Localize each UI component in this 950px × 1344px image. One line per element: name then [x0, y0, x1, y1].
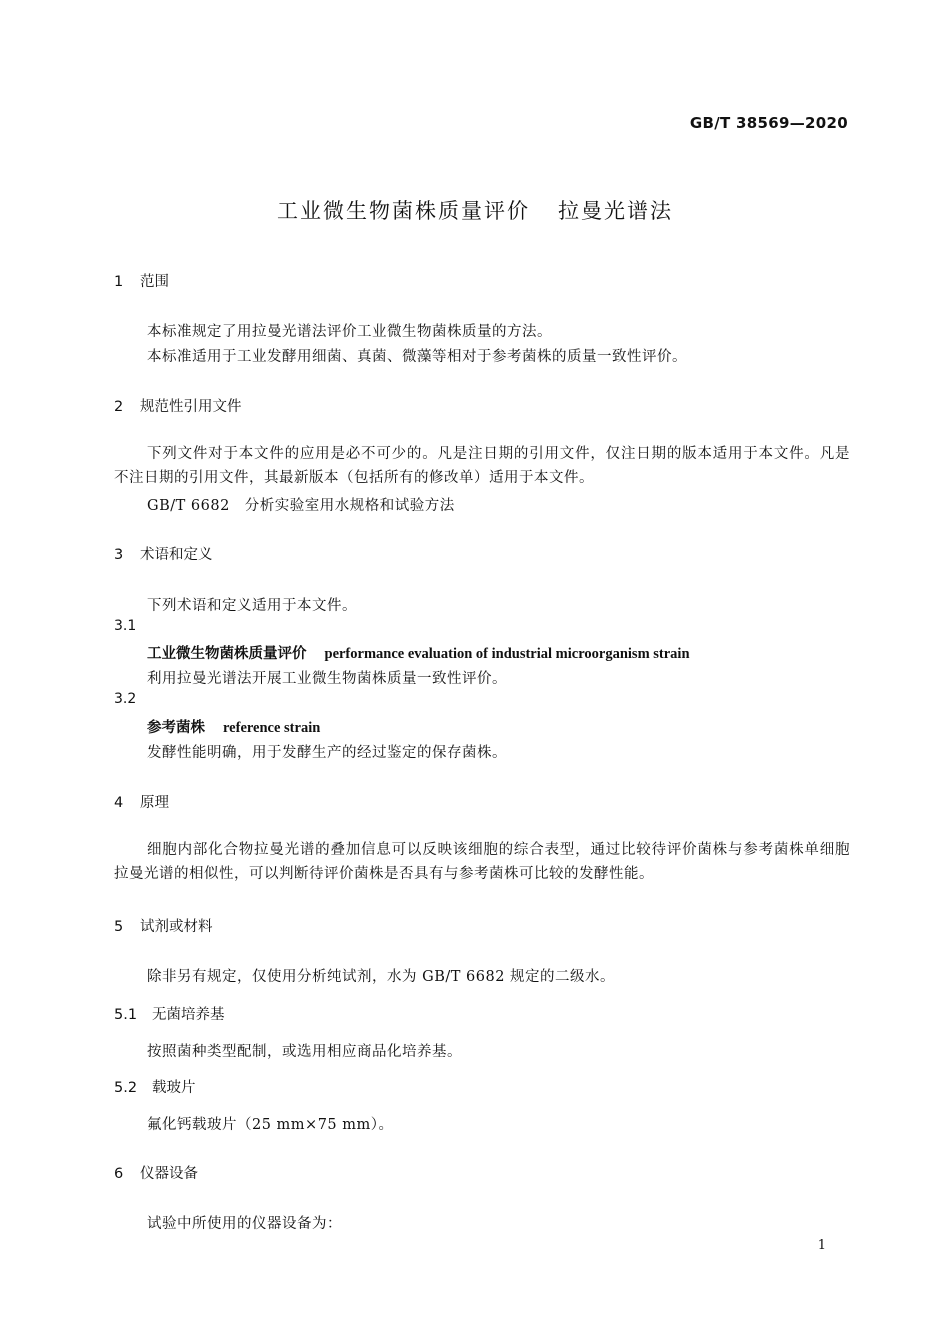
subsection-number: 5.2	[114, 1080, 138, 1096]
term-3-1-definition: 利用拉曼光谱法开展工业微生物菌株质量一致性评价。	[147, 671, 507, 687]
section-title: 仪器设备	[140, 1166, 198, 1182]
page-number: 1	[817, 1238, 826, 1253]
section-2-heading	[114, 395, 242, 416]
section-5-heading	[114, 915, 213, 936]
section-6-para-1: 试验中所使用的仪器设备为：	[147, 1216, 342, 1232]
section-number: 6	[114, 1166, 124, 1182]
subsection-title: 无菌培养基	[152, 1007, 225, 1023]
section-1-heading	[114, 270, 169, 291]
section-1-para-2: 本标准适用于工业发酵用细菌、真菌、微藻等相对于参考菌株的质量一致性评价。	[147, 349, 687, 365]
term-3-1-number: 3.1	[114, 618, 137, 634]
section-title: 规范性引用文件	[140, 399, 242, 415]
subsection-title: 载玻片	[152, 1080, 196, 1096]
section-number: 1	[114, 274, 124, 290]
section-3-para-1: 下列术语和定义适用于本文件。	[147, 598, 357, 614]
section-5-1-text: 按照菌种类型配制，或选用相应商品化培养基。	[147, 1044, 462, 1060]
section-5-para-1: 除非另有规定，仅使用分析纯试剂，水为 GB/T 6682 规定的二级水。	[147, 969, 616, 985]
document-title	[0, 195, 950, 225]
title-part1: 工业微生物菌株质量评价	[277, 199, 530, 223]
section-4-para-1: 细胞内部化合物拉曼光谱的叠加信息可以反映该细胞的综合表型，通过比较待评价菌株与参考菌株单细胞拉曼光谱的相似性，可以判断待评价菌株是否具有与参考菌株可比较的发酵性能。	[114, 842, 850, 882]
section-number: 4	[114, 795, 124, 811]
section-number: 5	[114, 919, 124, 935]
section-4-heading	[114, 791, 169, 812]
section-6-heading	[114, 1162, 198, 1183]
section-number: 3	[114, 547, 124, 563]
section-5-2-text: 氟化钙载玻片（25 mm×75 mm）。	[147, 1117, 394, 1133]
section-number: 2	[114, 399, 124, 415]
term-chinese: 参考菌株	[147, 719, 205, 736]
standard-number: GB/T 38569—2020	[689, 114, 848, 132]
term-3-2-definition: 发酵性能明确，用于发酵生产的经过鉴定的保存菌株。	[147, 745, 507, 761]
normative-reference: GB/T 6682 分析实验室用水规格和试验方法	[147, 498, 455, 514]
section-title: 原理	[140, 795, 169, 811]
term-3-1	[147, 642, 690, 663]
term-3-2	[147, 716, 320, 737]
subsection-number: 5.1	[114, 1007, 138, 1023]
term-3-2-number: 3.2	[114, 691, 137, 707]
section-5-2-heading	[114, 1076, 196, 1097]
section-title: 试剂或材料	[140, 919, 213, 935]
term-english: reference strain	[223, 720, 321, 736]
section-title: 范围	[140, 274, 169, 290]
section-2-para-1: 下列文件对于本文件的应用是必不可少的。凡是注日期的引用文件，仅注日期的版本适用于本文件。凡是不注日期的引用文件，其最新版本（包括所有的修改单）适用于本文件。	[114, 446, 850, 486]
term-chinese: 工业微生物菌株质量评价	[147, 645, 307, 662]
section-1-para-1: 本标准规定了用拉曼光谱法评价工业微生物菌株质量的方法。	[147, 324, 552, 340]
section-5-1-heading	[114, 1003, 225, 1024]
section-3-heading	[114, 543, 213, 564]
term-english: performance evaluation of industrial microorganism strain	[324, 646, 690, 662]
title-part2: 拉曼光谱法	[558, 199, 673, 223]
section-title: 术语和定义	[140, 547, 213, 563]
